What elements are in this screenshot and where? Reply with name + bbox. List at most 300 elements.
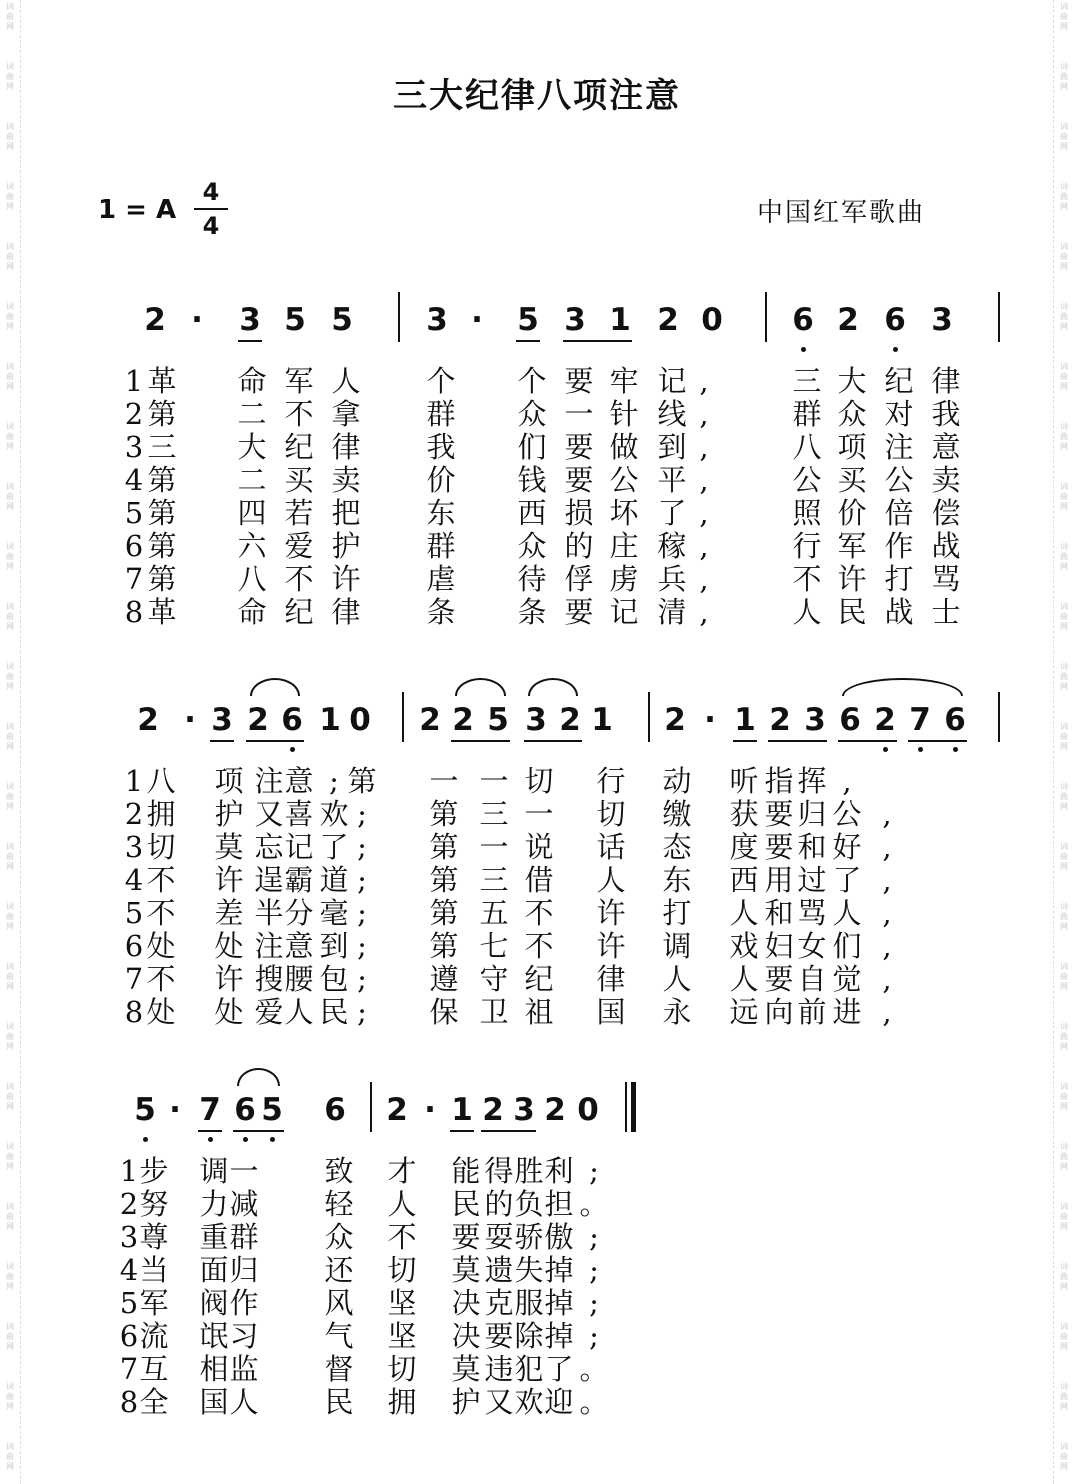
line3-lyric-char: 7 [119, 1352, 139, 1386]
line1-note: · [191, 302, 203, 338]
line3-lyric-char: 拥 [387, 1385, 417, 1419]
line3-beam [233, 1130, 284, 1132]
line1-lyric-char: , [699, 496, 709, 530]
line2-lyric-char: 拥 [146, 797, 176, 831]
line2-lyric-char: 欢 [319, 797, 349, 831]
line2-lyric-char: 处 [214, 929, 244, 963]
line1-lyric-char: 行 [792, 529, 822, 563]
line3-lyric-char: 违 [484, 1352, 514, 1386]
watermark-text: 词 曲 网 [1060, 1442, 1068, 1471]
line3-lyric-char: 掉 [544, 1319, 574, 1353]
line2-beam [451, 740, 510, 742]
line2-lyric-char: 进 [832, 995, 862, 1029]
line1-lyric-char: 5 [124, 496, 144, 530]
line1-lyric-char: 俘 [564, 562, 594, 596]
line2-lyric-char: 4 [124, 863, 144, 897]
line2-lyric-char: ; [357, 896, 367, 930]
line3-lyric-char: 1 [119, 1154, 139, 1188]
line2-lyric-char: 公 [832, 797, 862, 831]
key-signature: 1 = A [98, 195, 177, 225]
line2-beam [908, 740, 967, 742]
line3-note: 5 [261, 1092, 283, 1128]
line2-lyric-char: 卫 [479, 995, 509, 1029]
line2-lyric-char: 不 [146, 863, 176, 897]
watermark-text: 词 曲 网 [1060, 362, 1068, 391]
line2-lyric-char: 搜 [254, 962, 284, 996]
line1-lyric-char: 线 [657, 397, 687, 431]
line2-lyric-char: 到 [319, 929, 349, 963]
line1-lyric-char: 群 [426, 529, 456, 563]
line2-barline [998, 692, 1000, 742]
line3-lyric-char: 归 [229, 1253, 259, 1287]
line3-lyric-char: 互 [139, 1352, 169, 1386]
line1-lyric-char: 大 [837, 364, 867, 398]
line3-note: 7 [199, 1092, 221, 1128]
line1-lyric-char: , [699, 463, 709, 497]
line2-beam [768, 740, 827, 742]
line1-lyric-char: 三 [147, 430, 177, 464]
line1-lyric-char: 打 [884, 562, 914, 596]
line1-lyric-char: 不 [284, 397, 314, 431]
watermark-text: 词 曲 网 [6, 602, 14, 631]
line1-lyric-char: 军 [837, 529, 867, 563]
line2-lyric-char: ; [357, 863, 367, 897]
line2-lyric-char: 第 [347, 764, 377, 798]
line3-lyric-char: 民 [451, 1187, 481, 1221]
line2-lyric-char: 永 [662, 995, 692, 1029]
line3-lyric-char: 风 [324, 1286, 354, 1320]
watermark-text: 词 曲 网 [1060, 182, 1068, 211]
watermark-text: 词 曲 网 [1060, 602, 1068, 631]
line2-lyric-char: 守 [479, 962, 509, 996]
line3-lyric-char: 步 [139, 1154, 169, 1188]
line1-note: 2 [657, 302, 679, 338]
watermark-text: 词 曲 网 [6, 1202, 14, 1231]
watermark-text: 词 曲 网 [6, 1442, 14, 1471]
watermark-text: 词 曲 网 [6, 722, 14, 751]
line1-lyric-char: 人 [331, 364, 361, 398]
line1-lyric-char: 我 [931, 397, 961, 431]
line2-low-octave-dot [290, 747, 295, 752]
line2-lyric-char: 第 [429, 896, 459, 930]
line2-beam [524, 740, 582, 742]
line1-note: 1 [609, 302, 631, 338]
line2-lyric-char: 不 [524, 896, 554, 930]
line2-lyric-char: 和 [764, 896, 794, 930]
line1-lyric-char: , [699, 397, 709, 431]
line2-note: 2 [247, 702, 269, 738]
line2-lyric-char: 遵 [429, 962, 459, 996]
line2-lyric-char: 西 [729, 863, 759, 897]
line1-lyric-char: 虏 [609, 562, 639, 596]
line2-note: 2 [874, 702, 896, 738]
line3-beam [481, 1130, 536, 1132]
time-signature-bar [194, 208, 228, 210]
line2-lyric-char: 处 [146, 929, 176, 963]
line3-note: 2 [482, 1092, 504, 1128]
line1-lyric-char: 拿 [331, 397, 361, 431]
line1-low-octave-dot [801, 347, 806, 352]
line1-lyric-char: 若 [284, 496, 314, 530]
line1-lyric-char: 庄 [609, 529, 639, 563]
line1-note: 6 [792, 302, 814, 338]
watermark-text: 词 曲 网 [6, 182, 14, 211]
line3-lyric-char: 克 [484, 1286, 514, 1320]
line3-lyric-char: 作 [229, 1286, 259, 1320]
line2-note: 5 [487, 702, 509, 738]
line2-beam [246, 740, 304, 742]
line1-lyric-char: 要 [564, 430, 594, 464]
watermark-text: 词 曲 网 [1060, 1142, 1068, 1171]
line2-lyric-char: 觉 [832, 962, 862, 996]
line1-lyric-char: 了 [657, 496, 687, 530]
line1-lyric-char: 二 [237, 463, 267, 497]
line1-lyric-char: 第 [147, 529, 177, 563]
line2-lyric-char: 记 [284, 830, 314, 864]
line3-lyric-char: 氓 [199, 1319, 229, 1353]
line1-lyric-char: 命 [237, 364, 267, 398]
watermark-text: 词 曲 网 [1060, 62, 1068, 91]
line2-lyric-char: 6 [124, 929, 144, 963]
line1-lyric-char: 要 [564, 595, 594, 629]
line1-note: 3 [931, 302, 953, 338]
line2-slur [842, 678, 963, 696]
line3-low-octave-dot [270, 1137, 275, 1142]
line2-lyric-char: 律 [596, 962, 626, 996]
line3-note: · [169, 1092, 181, 1128]
line2-note: 7 [909, 702, 931, 738]
line1-lyric-char: 第 [147, 562, 177, 596]
line3-lyric-char: 才 [387, 1154, 417, 1188]
line2-lyric-char: ; [357, 962, 367, 996]
line1-lyric-char: 革 [147, 595, 177, 629]
line2-lyric-char: 注 [254, 764, 284, 798]
line1-lyric-char: 把 [331, 496, 361, 530]
right-watermark-strip [1053, 0, 1074, 1484]
line1-lyric-char: 二 [237, 397, 267, 431]
line1-lyric-char: 律 [331, 595, 361, 629]
line1-lyric-char: 西 [517, 496, 547, 530]
watermark-text: 词 曲 网 [1060, 842, 1068, 871]
line1-barline [998, 292, 1000, 342]
line2-lyric-char: 人 [284, 995, 314, 1029]
line2-slur [455, 678, 506, 696]
line2-lyric-char: 三 [479, 797, 509, 831]
line1-lyric-char: 一 [564, 397, 594, 431]
watermark-text: 词 曲 网 [1060, 1322, 1068, 1351]
line3-note: 5 [134, 1092, 156, 1128]
line3-lyric-char: 4 [119, 1253, 139, 1287]
line1-lyric-char: 虐 [426, 562, 456, 596]
line3-lyric-char: 人 [387, 1187, 417, 1221]
line2-lyric-char: , [882, 863, 892, 897]
line2-low-octave-dot [918, 747, 923, 752]
line1-lyric-char: 4 [124, 463, 144, 497]
line3-lyric-char: ; [589, 1319, 599, 1353]
line2-lyric-char: ; [357, 929, 367, 963]
line2-lyric-char: 一 [479, 764, 509, 798]
line2-lyric-char: 注 [254, 929, 284, 963]
line2-lyric-char: 和 [797, 830, 827, 864]
line3-final-barline [631, 1082, 636, 1132]
line1-lyric-char: 照 [792, 496, 822, 530]
line2-lyric-char: 一 [524, 797, 554, 831]
line1-lyric-char: 2 [124, 397, 144, 431]
line1-lyric-char: 战 [884, 595, 914, 629]
line2-barline [402, 692, 404, 742]
line2-lyric-char: 挥 [797, 764, 827, 798]
line3-lyric-char: 。 [579, 1187, 609, 1221]
line1-lyric-char: 八 [792, 430, 822, 464]
line1-lyric-char: 纪 [284, 595, 314, 629]
watermark-text: 词 曲 网 [1060, 782, 1068, 811]
line1-lyric-char: 作 [884, 529, 914, 563]
line3-lyric-char: 坚 [387, 1319, 417, 1353]
line2-lyric-char: 人 [832, 896, 862, 930]
line1-lyric-char: 针 [609, 397, 639, 431]
line2-note: 3 [804, 702, 826, 738]
line1-lyric-char: 损 [564, 496, 594, 530]
line3-lyric-char: 要 [484, 1319, 514, 1353]
line2-lyric-char: 获 [729, 797, 759, 831]
line1-lyric-char: 要 [564, 364, 594, 398]
line3-lyric-char: 。 [579, 1352, 609, 1386]
line3-lyric-char: 众 [324, 1220, 354, 1254]
line1-lyric-char: 纪 [884, 364, 914, 398]
line3-lyric-char: 服 [514, 1286, 544, 1320]
line1-lyric-char: 不 [792, 562, 822, 596]
line2-lyric-char: 喜 [284, 797, 314, 831]
watermark-text: 词 曲 网 [6, 302, 14, 331]
line1-lyric-char: , [699, 364, 709, 398]
line3-lyric-char: 6 [119, 1319, 139, 1353]
line1-lyric-char: 不 [284, 562, 314, 596]
line2-lyric-char: 骂 [797, 896, 827, 930]
line3-note: 1 [451, 1092, 473, 1128]
line2-lyric-char: 护 [214, 797, 244, 831]
line1-lyric-char: 条 [517, 595, 547, 629]
line2-lyric-char: 项 [214, 764, 244, 798]
line3-lyric-char: 得 [484, 1154, 514, 1188]
line3-lyric-char: 担 [544, 1187, 574, 1221]
line3-lyric-char: 致 [324, 1154, 354, 1188]
line2-lyric-char: 过 [797, 863, 827, 897]
line2-lyric-char: 东 [662, 863, 692, 897]
line1-lyric-char: 众 [517, 397, 547, 431]
line2-lyric-char: 切 [146, 830, 176, 864]
line1-beam [516, 340, 540, 342]
line2-lyric-char: 祖 [524, 995, 554, 1029]
line1-lyric-char: 的 [564, 529, 594, 563]
line1-lyric-char: 待 [517, 562, 547, 596]
line3-lyric-char: 习 [229, 1319, 259, 1353]
line2-lyric-char: 8 [124, 995, 144, 1029]
line2-lyric-char: 前 [797, 995, 827, 1029]
line1-lyric-char: 个 [426, 364, 456, 398]
line1-lyric-char: 清 [657, 595, 687, 629]
line2-beam [210, 740, 234, 742]
line3-lyric-char: 犯 [514, 1352, 544, 1386]
line1-barline [765, 292, 767, 342]
line2-lyric-char: , [882, 797, 892, 831]
line3-lyric-char: 又 [484, 1385, 514, 1419]
line1-lyric-char: 倍 [884, 496, 914, 530]
line1-lyric-char: 纪 [284, 430, 314, 464]
line1-lyric-char: 个 [517, 364, 547, 398]
line1-note: 2 [144, 302, 166, 338]
line3-lyric-char: 一 [229, 1154, 259, 1188]
line2-lyric-char: 国 [596, 995, 626, 1029]
line2-lyric-char: 切 [524, 764, 554, 798]
line2-lyric-char: 听 [729, 764, 759, 798]
line1-lyric-char: 群 [426, 397, 456, 431]
line3-lyric-char: 5 [119, 1286, 139, 1320]
line1-lyric-char: 许 [837, 562, 867, 596]
line2-lyric-char: 许 [214, 962, 244, 996]
line3-lyric-char: 切 [387, 1352, 417, 1386]
line3-lyric-char: 耍 [484, 1220, 514, 1254]
line3-lyric-char: 要 [451, 1220, 481, 1254]
line2-lyric-char: 不 [146, 896, 176, 930]
line2-lyric-char: 分 [284, 896, 314, 930]
watermark-text: 词 曲 网 [6, 662, 14, 691]
line2-lyric-char: 女 [797, 929, 827, 963]
line2-lyric-char: , [882, 929, 892, 963]
watermark-text: 词 曲 网 [6, 62, 14, 91]
line2-lyric-char: 们 [832, 929, 862, 963]
line1-lyric-char: 7 [124, 562, 144, 596]
line3-lyric-char: 2 [119, 1187, 139, 1221]
line3-lyric-char: 骄 [514, 1220, 544, 1254]
left-watermark-strip [0, 0, 21, 1484]
line1-lyric-char: 买 [284, 463, 314, 497]
line3-lyric-char: 气 [324, 1319, 354, 1353]
line1-lyric-char: 律 [331, 430, 361, 464]
line1-lyric-char: 六 [237, 529, 267, 563]
line1-lyric-char: 民 [837, 595, 867, 629]
watermark-text: 词 曲 网 [1060, 422, 1068, 451]
line3-lyric-char: 努 [139, 1187, 169, 1221]
line2-lyric-char: 借 [524, 863, 554, 897]
line3-low-octave-dot [243, 1137, 248, 1142]
line2-low-octave-dot [883, 747, 888, 752]
line1-lyric-char: 3 [124, 430, 144, 464]
watermark-text: 词 曲 网 [1060, 722, 1068, 751]
line1-lyric-char: , [699, 595, 709, 629]
line1-low-octave-dot [893, 347, 898, 352]
line1-lyric-char: 记 [657, 364, 687, 398]
line3-lyric-char: 8 [119, 1385, 139, 1419]
line3-lyric-char: 督 [324, 1352, 354, 1386]
line1-lyric-char: 牢 [609, 364, 639, 398]
line2-lyric-char: 人 [729, 896, 759, 930]
line2-lyric-char: 1 [124, 764, 144, 798]
line1-beam [563, 340, 632, 342]
watermark-text: 词 曲 网 [6, 122, 14, 151]
line1-lyric-char: 做 [609, 430, 639, 464]
line2-lyric-char: 意 [284, 929, 314, 963]
line2-slur [528, 678, 578, 696]
line1-lyric-char: 公 [792, 463, 822, 497]
line3-lyric-char: 全 [139, 1385, 169, 1419]
line2-lyric-char: 妇 [764, 929, 794, 963]
line3-lyric-char: 掉 [544, 1286, 574, 1320]
line3-lyric-char: 军 [139, 1286, 169, 1320]
line2-lyric-char: 许 [214, 863, 244, 897]
watermark-text: 词 曲 网 [1060, 1382, 1068, 1411]
watermark-text: 词 曲 网 [6, 2, 14, 31]
watermark-text: 词 曲 网 [6, 542, 14, 571]
line2-lyric-char: 纪 [524, 962, 554, 996]
line3-lyric-char: 傲 [544, 1220, 574, 1254]
line1-lyric-char: 四 [237, 496, 267, 530]
line2-note: · [184, 702, 196, 738]
line1-lyric-char: 价 [837, 496, 867, 530]
watermark-text: 词 曲 网 [6, 1142, 14, 1171]
line2-lyric-char: 许 [596, 896, 626, 930]
time-signature-bottom: 4 [202, 212, 220, 240]
line2-note: 3 [211, 702, 233, 738]
line1-lyric-char: 许 [331, 562, 361, 596]
line1-lyric-char: 八 [237, 562, 267, 596]
line1-lyric-char: 1 [124, 364, 144, 398]
line3-lyric-char: ; [589, 1253, 599, 1287]
line2-lyric-char: 一 [429, 764, 459, 798]
line1-lyric-char: 条 [426, 595, 456, 629]
line2-lyric-char: 第 [429, 830, 459, 864]
line3-lyric-char: 当 [139, 1253, 169, 1287]
line1-lyric-char: 律 [931, 364, 961, 398]
line2-lyric-char: 人 [662, 962, 692, 996]
line2-lyric-char: 缴 [662, 797, 692, 831]
line1-note: 3 [426, 302, 448, 338]
line2-note: · [704, 702, 716, 738]
line2-lyric-char: 5 [124, 896, 144, 930]
line1-lyric-char: , [699, 430, 709, 464]
line1-lyric-char: 第 [147, 397, 177, 431]
line3-lyric-char: 决 [451, 1319, 481, 1353]
line1-lyric-char: 们 [517, 430, 547, 464]
line2-lyric-char: ; [357, 830, 367, 864]
line2-lyric-char: 处 [146, 995, 176, 1029]
line2-lyric-char: 远 [729, 995, 759, 1029]
line2-lyric-char: 霸 [284, 863, 314, 897]
line3-lyric-char: 切 [387, 1253, 417, 1287]
watermark-text: 词 曲 网 [6, 842, 14, 871]
line2-lyric-char: 第 [429, 797, 459, 831]
line2-lyric-char: 不 [524, 929, 554, 963]
line2-lyric-char: 动 [662, 764, 692, 798]
line3-lyric-char: 能 [451, 1154, 481, 1188]
line3-note: 3 [513, 1092, 535, 1128]
watermark-text: 词 曲 网 [6, 782, 14, 811]
watermark-text: 词 曲 网 [6, 1382, 14, 1411]
watermark-text: 词 曲 网 [6, 242, 14, 271]
line2-lyric-char: 度 [729, 830, 759, 864]
line2-lyric-char: 一 [479, 830, 509, 864]
line2-lyric-char: 话 [596, 830, 626, 864]
line3-lyric-char: 群 [229, 1220, 259, 1254]
line2-lyric-char: , [882, 962, 892, 996]
line3-lyric-char: 3 [119, 1220, 139, 1254]
watermark-text: 词 曲 网 [1060, 1262, 1068, 1291]
line1-lyric-char: 我 [426, 430, 456, 464]
line2-lyric-char: 忘 [254, 830, 284, 864]
line2-low-octave-dot [953, 747, 958, 752]
line2-lyric-char: 第 [429, 863, 459, 897]
line3-note: 6 [324, 1092, 346, 1128]
line2-lyric-char: 自 [797, 962, 827, 996]
